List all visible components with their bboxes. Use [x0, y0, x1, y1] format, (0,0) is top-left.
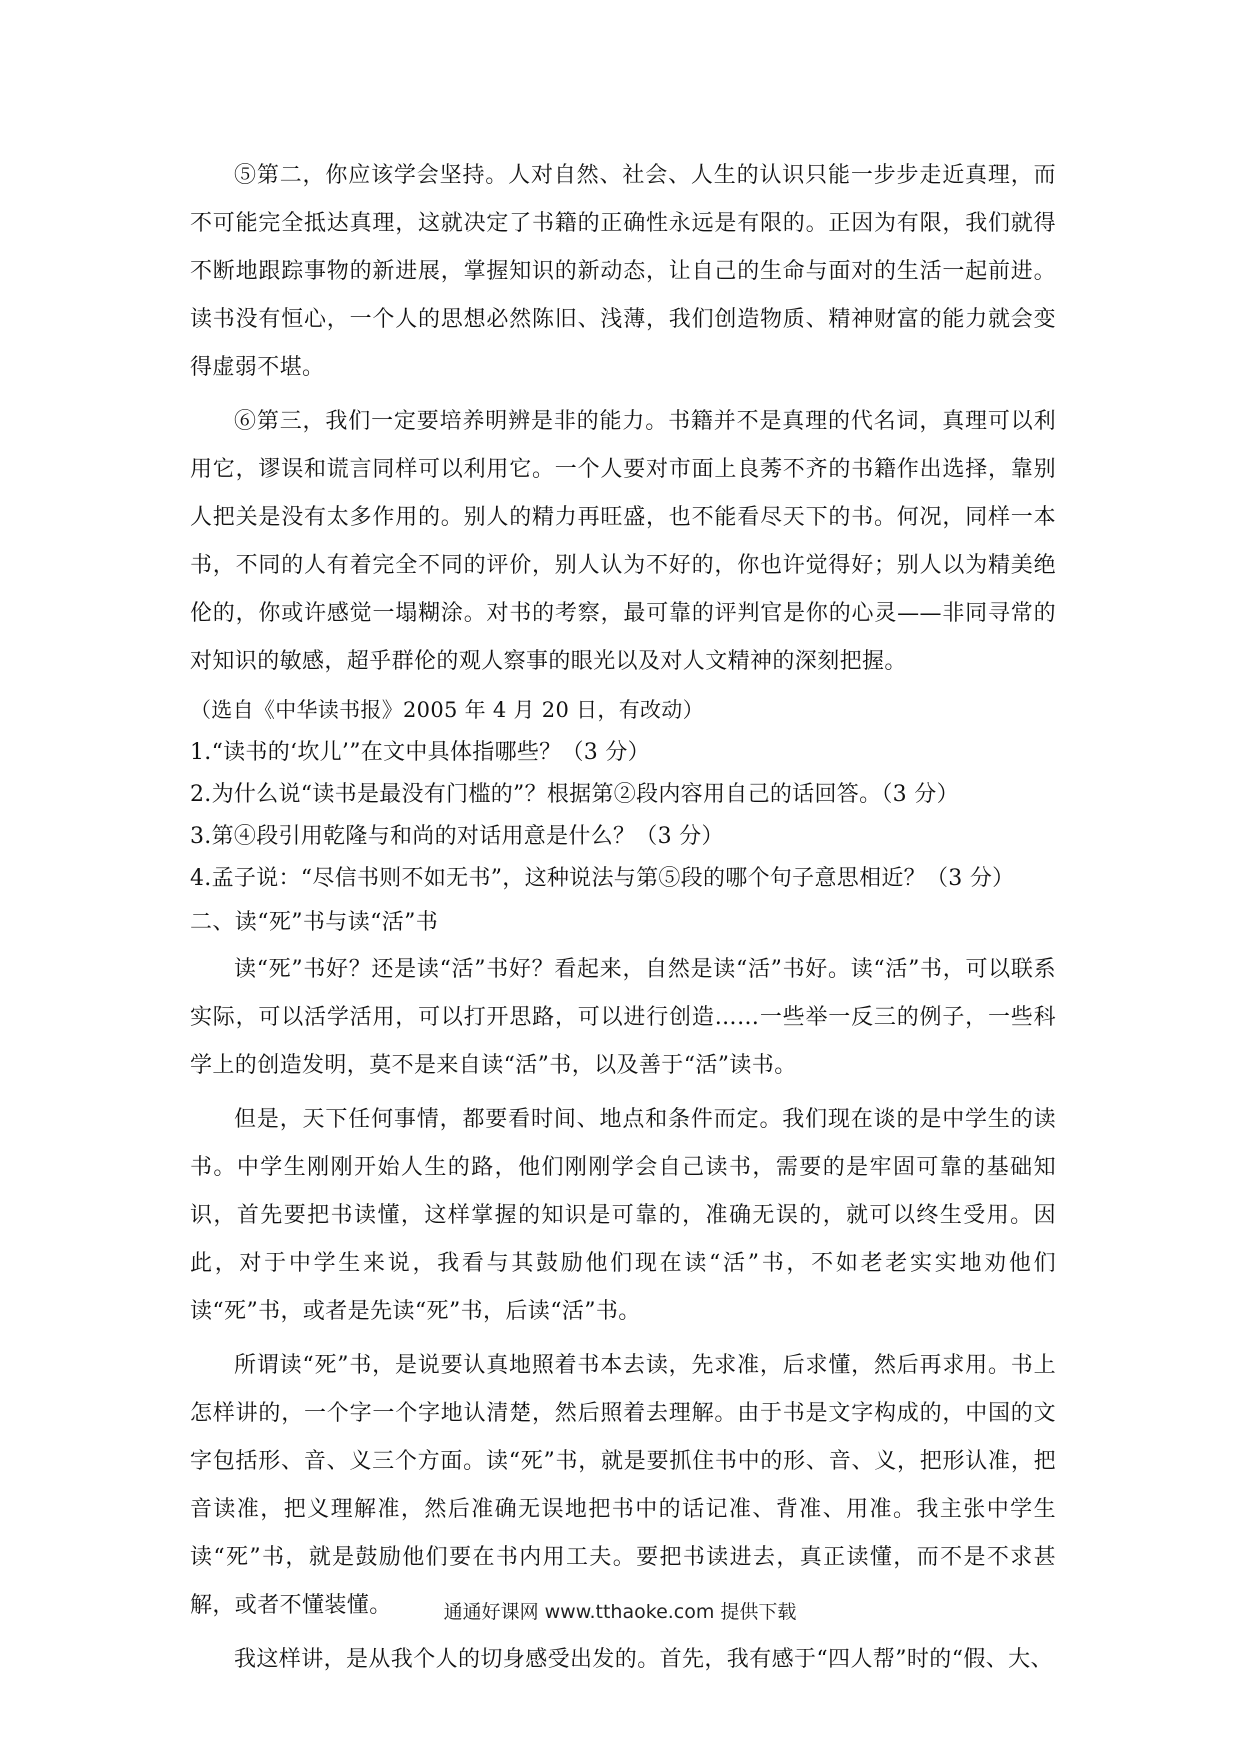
source-citation: （选自《中华读书报》2005 年 4 月 20 日，有改动）: [190, 698, 704, 722]
question-item: 4.孟子说：“尽信书则不如无书”，这种说法与第⑤段的哪个句子意思相近？（3 分）: [190, 866, 1015, 891]
question-item: 3.第④段引用乾隆与和尚的对话用意是什么？（3 分）: [190, 824, 724, 849]
paragraph-6: ⑥第三，我们一定要培养明辨是非的能力。书籍并不是真理的代名词，真理可以利用它，谬误和谎言同样可以利用它。一个人要对市面上良莠不齐的书籍作出选择，靠别人把关是没有太多作用的。别人的精力再旺盛，也不能看尽天下的书。何况，同样一本书，不同的人有着完全不同的评价，别人认为不好的，你也许觉得好；别人以为精美绝伦的，你或许感觉一塌糊涂。对书的考察，最可靠的评判官是你的心灵——非同寻常的对知识的敏感，超乎群伦的观人察事的眼光以及对人文精神的深刻把握。: [190, 409, 1056, 674]
page-footer: 通通好课网 www.tthaoke.com 提供下载: [443, 1601, 797, 1623]
paragraph-5: ⑤第二，你应该学会坚持。人对自然、社会、人生的认识只能一步步走近真理，而不可能完全抵达真理，这就决定了书籍的正确性永远是有限的。正因为有限，我们就得不断地跟踪事物的新进展，掌握知识的新动态，让自己的生命与面对的生活一起前进。读书没有恒心，一个人的思想必然陈旧、浅薄，我们创造物质、精神财富的能力就会变得虚弱不堪。: [190, 163, 1056, 380]
question-item: 2.为什么说“读书是最没有门槛的”？根据第②段内容用自己的话回答。（3 分）: [190, 782, 959, 807]
document-content: [190, 152, 1056, 1684]
section-title: 二、读“死”书与读“活”书: [190, 910, 439, 935]
section2-paragraph-4: 我这样讲，是从我个人的切身感受出发的。首先，我有感于“四人帮”时的“假、大、: [234, 1647, 1053, 1672]
section2-paragraph-3: 所谓读“死”书，是说要认真地照着书本去读，先求准，后求懂，然后再求用。书上怎样讲的，一个字一个字地认清楚，然后照着去理解。由于书是文字构成的，中国的文字包括形、音、义三个方面。读“死”书，就是要抓住书中的形、音、义，把形认准，把音读准，把义理解准，然后准确无误地把书中的话记准、背准、用准。我主张中学生读“死”书，就是鼓励他们要在书内用工夫。要把书读进去，真正读懂，而不是不求甚解，或者不懂装懂。: [190, 1353, 1056, 1618]
section2-paragraph-2: 但是，天下任何事情，都要看时间、地点和条件而定。我们现在谈的是中学生的读书。中学生刚刚开始人生的路，他们刚刚学会自己读书，需要的是牢固可靠的基础知识，首先要把书读懂，这样掌握的知识是可靠的，准确无误的，就可以终生受用。因此，对于中学生来说，我看与其鼓励他们现在读“活”书，不如老老实实地劝他们读“死”书，或者是先读“死”书，后读“活”书。: [190, 1107, 1056, 1324]
section2-paragraph-1: 读“死”书好？还是读“活”书好？看起来，自然是读“活”书好。读“活”书，可以联系实际，可以活学活用，可以打开思路，可以进行创造……一些举一反三的例子，一些科学上的创造发明，莫不是来自读“活”书，以及善于“活”读书。: [190, 957, 1056, 1078]
question-item: 1.“读书的‘坎儿’”在文中具体指哪些？（3 分）: [190, 740, 650, 765]
question-list: [190, 732, 1056, 900]
